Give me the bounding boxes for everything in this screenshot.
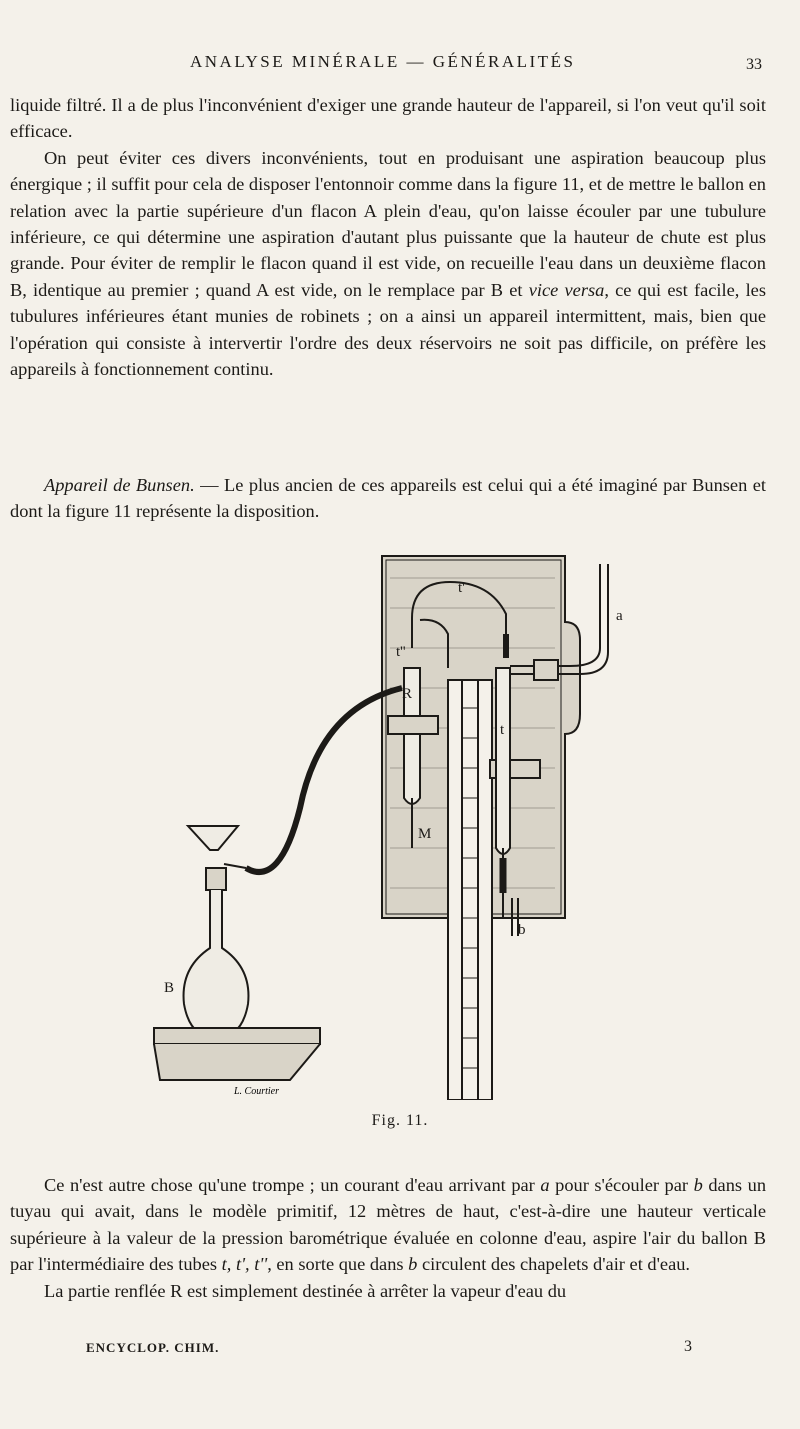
text-run: — Le plus ancien de ces appareils est celui qui a été imaginé par Bunsen et dont la figure 11 représente la disposition. — [10, 475, 766, 522]
label-B: B — [164, 980, 175, 996]
text-run: , ce qui est facile, les tubulures inférieures étant munies de robinets ; on a ainsi un appareil intermittent, mais, bien que l'opération qui consiste à intervertir l'ordre des deux réservoirs ne soit pas difficile, on préfère les appareils à fonctionnement continu. — [10, 279, 766, 380]
running-title: ANALYSE MINÉRALE — GÉNÉRALITÉS — [190, 52, 576, 71]
text-run: dans un tuyau qui avait, dans le modèle primitif, 12 mètres de haut, c'est-à-dire une hauteur verticale supérieure à la valeur de la pression barométrique évaluée en colonne d'eau, aspire l'air du ballon B par l'intermédiaire des tubes — [10, 1175, 767, 1275]
paragraph-trompe — [10, 1172, 766, 1278]
engraver-signature: L. Courtier — [234, 1086, 280, 1097]
paragraph-renflee: La partie renflée R est simplement destinée à arrêter la vapeur d'eau du — [44, 1280, 567, 1301]
text-run: Ce n'est autre chose qu'une trompe ; un courant d'eau arrivant par — [44, 1175, 541, 1195]
figure-bunsen-apparatus — [150, 548, 640, 1100]
paragraph-continued: liquide filtré. Il a de plus l'inconvénient d'exiger une grande hauteur de l'appareil, si l'on veut qu'il soit efficace. — [10, 95, 766, 142]
label-R: R — [402, 686, 413, 702]
body-text-top — [10, 92, 766, 382]
text-run: , en sorte que dans — [267, 1254, 409, 1275]
label-t: t — [500, 722, 505, 738]
text-run: circulent des chapelets d'air et d'eau. — [417, 1254, 691, 1275]
section-lead: Appareil de Bunsen. — [44, 475, 195, 495]
paragraph-aspiration — [10, 145, 766, 383]
text-run: On peut éviter ces divers inconvénients, tout en produisant une aspiration beaucoup plus énergique ; il suffit pour cela de disposer l'entonnoir comme dans la figure 11, et de mettre le ballon en relation avec la partie supérieure d'un flacon A plein d'eau, qu'on laisse écouler par une tubulure inférieure, ce qui détermine une aspiration d'autant plus puissante que la hauteur de chute est plus grande. Pour éviter de remplir le flacon quand il est vide, on recueille l'eau dans un deuxième flacon B, identique au premier ; quand A est vide, on le remplace par B et — [10, 147, 766, 300]
italic-run: t, t', t'' — [221, 1254, 268, 1275]
text-run: pour s'écouler par — [549, 1175, 694, 1195]
figure-caption: Fig. 11. — [371, 1112, 429, 1129]
page-header — [0, 52, 800, 78]
italic-run: b — [693, 1175, 703, 1195]
apparatus-illustration — [150, 548, 640, 1100]
body-text-bunsen — [10, 472, 766, 525]
paragraph-bunsen — [10, 472, 766, 525]
label-M: M — [418, 826, 432, 842]
italic-run: vice versa — [528, 279, 605, 300]
italic-run: b — [408, 1254, 418, 1275]
label-a: a — [616, 608, 623, 624]
footer-sheet-number: 3 — [684, 1338, 692, 1355]
page-number: 33 — [746, 56, 762, 73]
footer-signature-mark: ENCYCLOP. CHIM. — [86, 1340, 220, 1355]
label-b: b — [518, 922, 526, 938]
label-t-prime: t' — [458, 580, 465, 596]
page-footer — [0, 1340, 800, 1364]
body-text-bottom — [10, 1172, 766, 1304]
italic-run: a — [540, 1175, 550, 1195]
label-t-double-prime: t'' — [396, 644, 406, 660]
